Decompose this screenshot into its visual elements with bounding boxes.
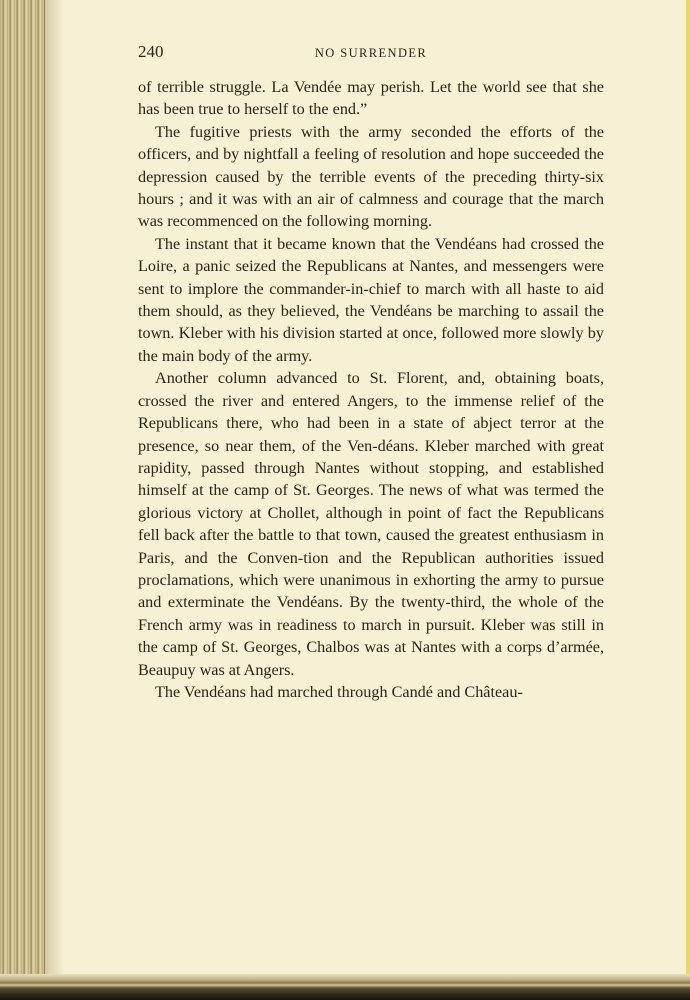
book-page [96, 40, 610, 703]
paragraph: The fugitive priests with the army seconded the efforts of the officers, and by nightfall a feeling of resolution and hope succeeded the depression caused by the terrible events of the preceding thirty-six hours ; and it was with an air of calmness and courage that the march was recommenced on the following morning. [138, 122, 604, 231]
page-bottom-edge [0, 974, 690, 1000]
paragraph: The instant that it became known that the Vendéans had crossed the Loire, a panic seized the Republicans at Nantes, and messengers were sent to implore the commander-in-chief to march with all haste to aid them should, as they believed, the Vendéans be marching to assail the town. Kleber with his division started at once, followed more slowly by the main body of the army. [138, 234, 604, 365]
page-right-edge [686, 0, 690, 1000]
page-header [138, 40, 604, 68]
running-title: NO SURRENDER [314, 46, 428, 60]
body-text [138, 76, 604, 703]
page-number: 240 [138, 42, 164, 61]
paragraph: Another column advanced to St. Florent, and, obtaining boats, crossed the river and entered Angers, to the immense relief of the Republicans there, who had been in a state of abject terror at the presence, so near them, of the Ven-déans. Kleber marched with great rapidity, passed through Nantes without stopping, and established himself at the camp of St. Georges. The news of what was termed the glorious victory at Chollet, although in point of fact the Republicans fell back after the battle to that town, caused the greatest enthusiasm in Paris, and the Conven-tion and the Republican authorities issued proclamations, which were unanimous in exhorting the army to pursue and exterminate the Vendéans. By the twenty-third, the whole of the French army was in readiness to march in pursuit. Kleber was still in the camp of St. Georges, Chalbos was at Nantes with a corps d’armée, Beaupuy was at Angers. [138, 369, 604, 679]
paragraph: The Vendéans had marched through Candé and Château- [155, 682, 523, 701]
book-gutter [0, 0, 45, 1000]
paragraph: of terrible struggle. La Vendée may perish. Let the world see that she has been true to herself to the end.” [138, 78, 604, 119]
gutter-shadow [44, 0, 64, 1000]
